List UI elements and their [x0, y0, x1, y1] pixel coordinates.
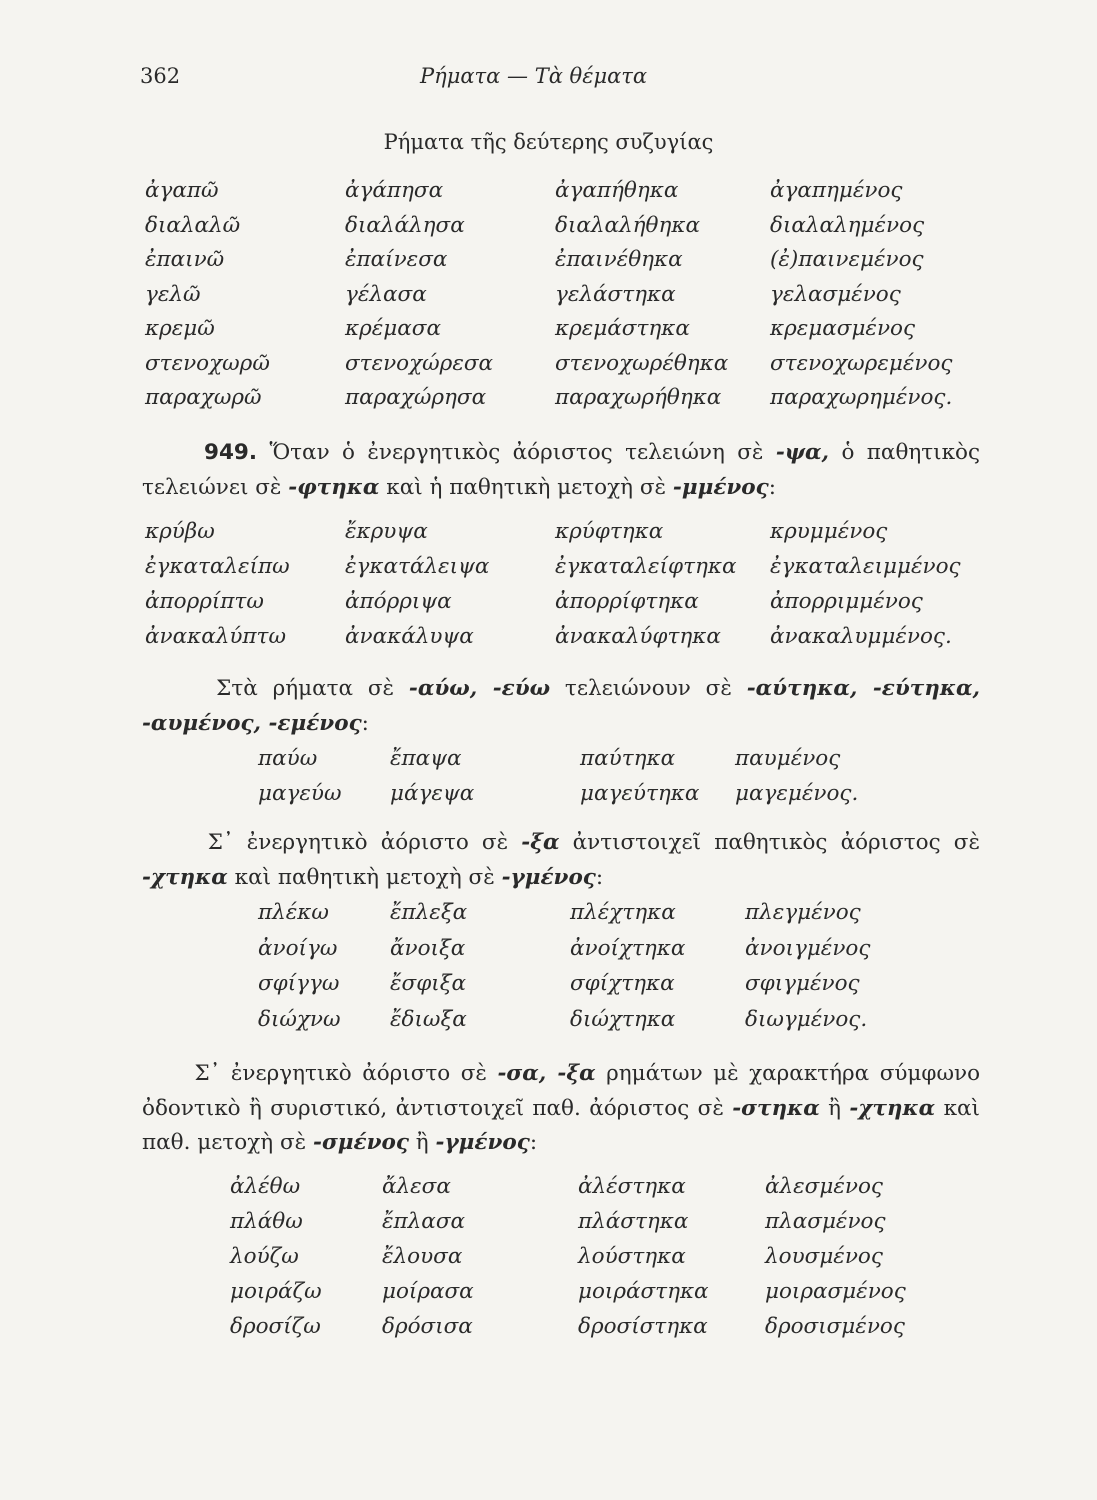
verb-form-present: λούζω: [230, 1244, 299, 1269]
verb-form-aorist: δρόσισα: [382, 1314, 473, 1339]
verb-form-participle: ἀγαπημένος: [770, 178, 903, 203]
verb-form-aorist: ἔλουσα: [382, 1244, 463, 1269]
verb-form-aorist: ἔκρυψα: [345, 519, 428, 544]
paragraph-2: Στὰ ρήματα σὲ -αύω, -εύω τελειώνουν σὲ -αύτηκα, -εύτηκα, -αυμένος, -εμένος:: [142, 676, 980, 736]
verb-form-passive-aorist: παύτηκα: [580, 746, 676, 771]
verb-form-participle: δροσισμένος: [765, 1314, 905, 1339]
verb-form-participle: λουσμένος: [765, 1244, 883, 1269]
verb-form-passive-aorist: πλέχτηκα: [570, 900, 676, 925]
verb-form-aorist: ἀνακάλυψα: [345, 624, 474, 649]
verb-form-passive-aorist: γελάστηκα: [555, 281, 676, 307]
verb-form-present: ἐπαινῶ: [145, 247, 225, 272]
verb-form-passive-aorist: ἀπορρίφτηκα: [555, 589, 699, 614]
verb-form-present: πλέκω: [258, 900, 329, 925]
verb-form-present: διαλαλῶ: [145, 212, 241, 238]
verb-form-participle: διωγμένος.: [745, 1006, 868, 1032]
verb-form-participle: ἐγκαταλειμμένος: [770, 554, 961, 579]
page-number: 362: [140, 64, 181, 88]
verb-form-aorist: ἔπαψα: [390, 746, 462, 771]
running-title: Ρήματα — Τὰ θέματα: [420, 64, 648, 88]
verb-form-participle: κρεμασμένος: [770, 316, 916, 341]
verb-form-present: ἀγαπῶ: [145, 178, 219, 203]
verb-form-participle: πλασμένος: [765, 1209, 886, 1234]
verb-form-present: ἀνακαλύπτω: [145, 624, 286, 649]
verb-form-aorist: στενοχώρεσα: [345, 350, 494, 376]
verb-form-present: στενοχωρῶ: [145, 350, 270, 376]
verb-form-aorist: ἀπόρριψα: [345, 589, 452, 614]
verb-form-passive-aorist: μοιράστηκα: [578, 1279, 709, 1304]
verb-form-aorist: ἐγκατάλειψα: [345, 554, 490, 579]
verb-form-aorist: ἔπλεξα: [390, 900, 468, 925]
verb-form-passive-aorist: διώχτηκα: [570, 1006, 676, 1032]
verb-form-aorist: μοίρασα: [382, 1279, 474, 1304]
verb-form-present: σφίγγω: [258, 971, 340, 996]
verb-form-participle: σφιγμένος: [745, 971, 860, 996]
verb-form-present: παύω: [258, 746, 318, 771]
verb-form-present: ἀπορρίπτω: [145, 589, 264, 614]
verb-form-aorist: γέλασα: [345, 281, 427, 307]
verb-form-participle: ἀνοιγμένος: [745, 935, 871, 961]
section-title: Ρήματα τῆς δεύτερης συζυγίας: [383, 130, 714, 154]
verb-form-passive-aorist: παραχωρήθηκα: [555, 385, 722, 410]
verb-form-participle: στενοχωρεμένος: [770, 350, 953, 376]
verb-form-aorist: ἄνοιξα: [390, 935, 466, 961]
verb-form-present: ἐγκαταλείπω: [145, 554, 290, 579]
verb-form-present: μαγεύω: [258, 781, 342, 806]
verb-form-participle: ἀπορριμμένος: [770, 589, 923, 614]
paragraph-number: 949.: [203, 440, 258, 465]
verb-form-present: μοιράζω: [230, 1279, 322, 1304]
verb-form-present: γελῶ: [145, 281, 201, 307]
verb-form-participle: γελασμένος: [770, 281, 901, 307]
verb-form-aorist: διαλάλησα: [345, 212, 465, 238]
verb-form-present: δροσίζω: [230, 1314, 321, 1339]
verb-form-participle: μοιρασμένος: [765, 1279, 906, 1304]
verb-form-aorist: ἔδιωξα: [390, 1006, 467, 1032]
verb-form-passive-aorist: μαγεύτηκα: [580, 781, 700, 806]
verb-form-participle: (ἐ)παινεμένος: [770, 247, 924, 272]
verb-form-passive-aorist: ἀγαπήθηκα: [555, 178, 679, 203]
verb-form-participle: διαλαλημένος: [770, 212, 925, 238]
verb-form-present: παραχωρῶ: [145, 385, 262, 410]
verb-form-participle: κρυμμένος: [770, 519, 888, 544]
verb-form-passive-aorist: λούστηκα: [578, 1244, 686, 1269]
verb-form-participle: πλεγμένος: [745, 900, 861, 925]
paragraph-3: Σ᾽ ἐνεργητικὸ ἀόριστο σὲ -ξα ἀντιστοιχεῖ παθητικὸς ἀόριστος σὲ -χτηκα καὶ παθητικὴ μετοχὴ σὲ -γμένος:: [142, 830, 981, 890]
verb-form-aorist: παραχώρησα: [345, 385, 487, 410]
verb-form-participle: παραχωρημένος.: [770, 385, 953, 410]
verb-form-participle: παυμένος: [735, 746, 841, 771]
verb-form-present: κρύβω: [145, 519, 215, 544]
verb-form-passive-aorist: σφίχτηκα: [570, 971, 675, 996]
verb-form-present: διώχνω: [258, 1006, 341, 1032]
verb-form-aorist: ἐπαίνεσα: [345, 247, 448, 272]
verb-form-present: πλάθω: [230, 1209, 303, 1234]
verb-form-aorist: ἄλεσα: [382, 1174, 451, 1199]
verb-form-passive-aorist: διαλαλήθηκα: [555, 212, 700, 238]
verb-form-passive-aorist: στενοχωρέθηκα: [555, 350, 729, 376]
verb-form-aorist: μάγεψα: [390, 781, 475, 806]
verb-form-participle: μαγεμένος.: [735, 781, 859, 806]
verb-form-passive-aorist: ἀνακαλύφτηκα: [555, 624, 721, 649]
verb-form-passive-aorist: δροσίστηκα: [578, 1314, 708, 1339]
verb-form-passive-aorist: ἐγκαταλείφτηκα: [555, 554, 737, 579]
verb-form-passive-aorist: κρύφτηκα: [555, 519, 664, 544]
verb-form-aorist: κρέμασα: [345, 316, 441, 341]
verb-form-aorist: ἔπλασα: [382, 1209, 466, 1234]
verb-form-present: κρεμῶ: [145, 316, 215, 341]
verb-form-passive-aorist: ἀλέστηκα: [578, 1174, 686, 1199]
paragraph-4: Σ᾽ ἐνεργητικὸ ἀόριστο σὲ -σα, -ξα ρημάτων μὲ χαρακτήρα σύμφωνο ὀδοντικὸ ἢ συριστικό, ἀντιστοιχεῖ παθ. ἀόριστος σὲ -στηκα ἢ -χτηκα καὶ παθ. μετοχὴ σὲ -σμένος ἢ -γμένος:: [142, 1061, 981, 1155]
verb-form-participle: ἀνακαλυμμένος.: [770, 624, 952, 649]
verb-form-present: ἀλέθω: [230, 1174, 301, 1199]
verb-form-passive-aorist: κρεμάστηκα: [555, 316, 690, 341]
verb-form-present: ἀνοίγω: [258, 935, 338, 961]
verb-form-participle: ἀλεσμένος: [765, 1174, 883, 1199]
verb-form-aorist: ἔσφιξα: [390, 971, 467, 996]
verb-form-aorist: ἀγάπησα: [345, 178, 444, 203]
verb-form-passive-aorist: πλάστηκα: [578, 1209, 689, 1234]
verb-form-passive-aorist: ἀνοίχτηκα: [570, 935, 686, 961]
verb-form-passive-aorist: ἐπαινέθηκα: [555, 247, 683, 272]
paragraph-949: 949. Ὅταν ὁ ἐνεργητικὸς ἀόριστος τελειώνη σὲ -ψα, ὁ παθητικὸς τελειώνει σὲ -φτηκα καὶ ἡ παθητικὴ μετοχὴ σὲ -μμένος:: [142, 440, 981, 500]
